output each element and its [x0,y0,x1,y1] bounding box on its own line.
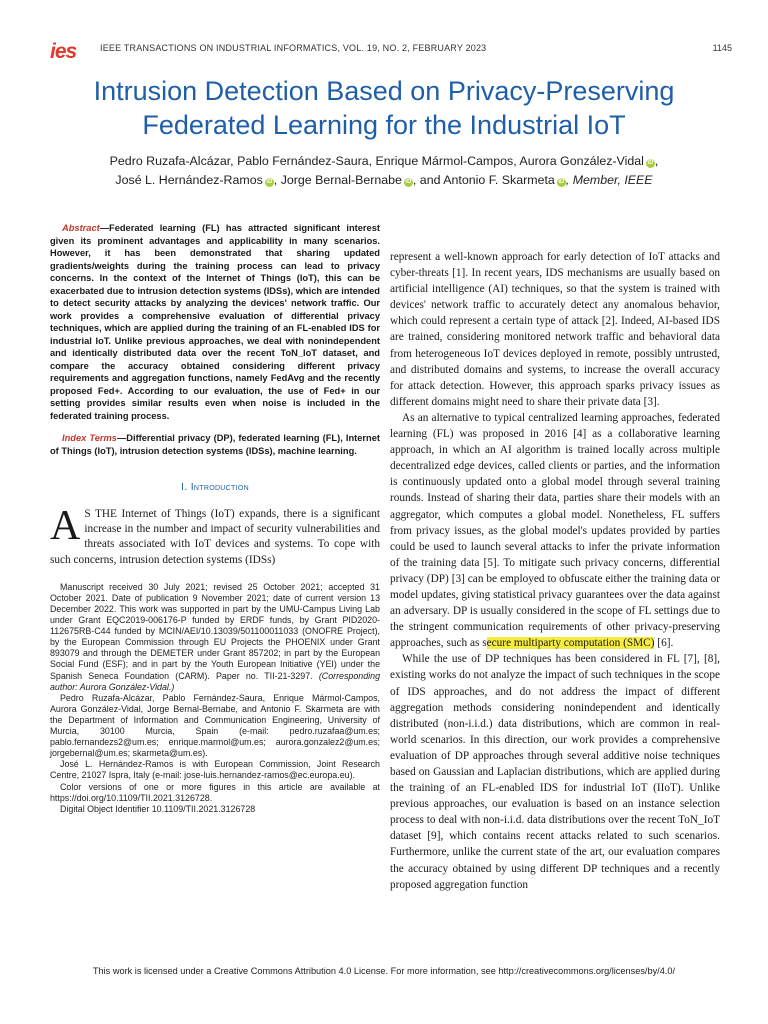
orcid-icon[interactable]: iD [647,160,654,166]
index-terms [50,432,380,457]
corresponding-author: (Corresponding author: Aurora González-Vidal.) [50,670,380,692]
left-column [50,222,380,815]
authors-line-2: José L. Hernández-Ramos iD , Jorge Bernal-Bernabe iD , and Antonio F. Skarmeta iD , Member, IEEE [115,173,653,187]
footnotes [50,582,380,815]
abstract [50,222,380,422]
orcid-icon[interactable]: iD [266,179,273,185]
author-skarmeta: , and Antonio F. Skarmeta [412,173,555,187]
authors-line-1: Pedro Ruzafa-Alcázar, Pablo Fernández-Saura, Enrique Mármol-Campos, Aurora González-Vidal iD , [109,154,659,168]
body-paragraph-1: represent a well-known approach for early detection of IoT attacks and cyber-threats [1]. In recent years, IDS mechanisms are usually based on artificial intelligence (AI) techniques, so that the system is trained with devices' network traffic to accurately detect any anomalous behavior, which could represent a certain type of attack [2]. Indeed, AI-based IDS are trained, considering monitored network traffic and behavioral data from heterogeneous IoT devices deployed in remote, possibly untrusted, and distributed domains and systems, to increase the overall accuracy for attack detection. However, this approach sparks privacy issues as different domains might need to share their private data [3]. [390,251,720,408]
right-column [390,249,720,893]
author-hernandez-ramos: José L. Hernández-Ramos [115,173,263,187]
section-title: Introduction [190,481,249,493]
page-header [50,40,740,62]
journal-name: IEEE TRANSACTIONS ON INDUSTRIAL INFORMATICS, VOL. 19, NO. 2, FEBRUARY 2023 [100,43,487,53]
member-ieee: , Member, IEEE [565,173,653,187]
abstract-label: Abstract [62,223,100,233]
abstract-text: —Federated learning (FL) has attracted significant interest given its prominent advantages and applicability in many scenarios. However, it has been demonstrated that sharing updated gradients/weights during the training process can lead to privacy concerns. In the context of the Internet of Things (IoT), this can be exacerbated due to intrusion detection systems (IDSs), which are intended to detect security attacks by analyzing the devices' network traffic. Our work provides a comprehensive evaluation of differential privacy techniques, which are applied during the training of an FL-enabled IDS for industrial IoT. Unlike previous approaches, we deal with nonindependent and identically distributed data over the recent ToN_IoT dataset, and compare the accuracy obtained considering different privacy requirements and aggregation functions, namely FedAvg and the recently proposed Fed+. According to our evaluation, the use of Fed+ in our setting provides similar results even when noise is included in the federated training process. [50,223,380,421]
section-heading [50,481,380,493]
body-paragraph-3: While the use of DP techniques has been considered in FL [7], [8], existing works do not analyze the impact of such techniques in the scope of IDS approaches, and do not address the impact of different aggregation methods considering nonindependent and identically distributed (non-i.i.d.) data distributions, which are common in real-world scenarios. In this direction, our work provides a comprehensive evaluation of DP approaches through several additive noise techniques based on Gaussian and Laplacian distributions, which are applied during the training of an FL-enabled IDS for industrial IoT (IIoT). Unlike previous approaches, our evaluation is based on an instance selection process to deal with non-i.i.d. data distributions over the recent ToN_IoT dataset [9], which contains recent attacks related to such scenarios. Furthermore, unlike the current state of the art, our evaluation compares the accuracy obtained by using different DP techniques and a recently proposed aggregation function [390,653,720,891]
section-number: I. [181,481,191,493]
footnote-affiliation-2: José L. Hernández-Ramos is with European Commission, Joint Research Centre, 21027 Ispra, Italy (e-mail: jose-luis.hernandez-ramos@ec.europa.eu). [50,759,380,781]
orcid-icon[interactable]: iD [405,179,412,185]
body-paragraph-2: As an alternative to typical centralized learning approaches, federated learning (FL) was proposed in 2016 [4] as a collaborative learning approach, in which an AI algorithm is trained locally across multiple decentralized edge devices, called clients or parties, and the information is continuously updated onto a global model through several training rounds. Instead of sharing their data, parties share their models with an aggregator, which computes a global model. Nonetheless, FL suffers from privacy issues, as the global model's updates provided by parties could be used to launch several attacks to infer the private information of the training data [5]. To mitigate such privacy concerns, differential privacy (DP) [3] can be employed to obfuscate either the training data or model updates, giving statistical privacy guarantees over the data against an adversary. DP is usually considered in the scope of FL settings due to the stringent communication requirements of other privacy-preserving approaches, such as secure multiparty computation (SMC) [6]. [390,411,720,650]
paper-title [40,74,728,142]
footnote-doi: Digital Object Identifier 10.1109/TII.2021.3126728 [60,803,256,814]
authors-names-1: Pedro Ruzafa-Alcázar, Pablo Fernández-Saura, Enrique Mármol-Campos, Aurora González-Vidal [109,154,644,168]
license-notice: This work is licensed under a Creative Commons Attribution 4.0 License. For more information, see http://creativecommons.org/licenses/by/4.0/ [92,966,676,976]
highlighted-text: ecure multiparty computation (SMC) [486,637,655,650]
author-list [50,152,718,190]
drop-cap: A [50,503,81,549]
page-number: 1145 [712,43,732,53]
footnote-manuscript: Manuscript received 30 July 2021; revised 25 October 2021; accepted 31 October 2021. Date of publication 9 November 2021; date of current version 13 December 2022. This work was supported in part by the UMU-Campus Living Lab under Grant EQC2019-006176-P funded by ERDF funds, by Grant PID2020-112675RB-C44 funded by MCIN/AEI/10.13039/501100011033 (ONOFRE Project), by the European Commission through EU Projects the PHOENIX under Grant 893079 and through the DEMETER under Grant 857202; in part by the European Social Fund (ESF); and in part by the Youth European Initiative (YEI) under the Spanish Seneca Foundation (CARM). Paper no. TII-21-3297. (Corresponding author: Aurora González-Vidal.) [50,581,380,692]
author-bernal-bernabe: Jorge Bernal-Bernabe [280,173,402,187]
ies-logo: ies [50,40,77,63]
index-terms-text: —Differential privacy (DP), federated learning (FL), Internet of Things (IoT), intrusion detection systems (IDSs), machine learning. [50,433,380,456]
intro-paragraph [50,503,380,568]
index-terms-label: Index Terms [62,433,117,443]
title-line-2: Federated Learning for the Industrial IoT [142,110,626,140]
title-line-1: Intrusion Detection Based on Privacy-Preserving [93,76,675,106]
intro-text: S THE Internet of Things (IoT) expands, there is a significant increase in the number and impact of security vulnerabilities and threats associated with IoT devices and systems. To cope with such concerns, intrusion detection systems (IDSs) [50,508,380,566]
footnote-color-versions: Color versions of one or more figures in this article are available at https://doi.org/10.1109/TII.2021.3126728. [50,781,380,803]
footnote-affiliation-1: Pedro Ruzafa-Alcázar, Pablo Fernández-Saura, Enrique Mármol-Campos, Aurora González-Vidal, Jorge Bernal-Bernabe, and Antonio F. Skarmeta are with the Department of Information and Communication Engineering, University of Murcia, 30100 Murcia, Spain (e-mail: pedro.ruzafaa@um.es; pablo.fernandezs2@um.es; enrique.marmol@um.es; aurora.gonzalez2@um.es; jorgebernal@um.es; skarmeta@um.es). [50,692,380,759]
orcid-icon[interactable]: iD [558,179,565,185]
